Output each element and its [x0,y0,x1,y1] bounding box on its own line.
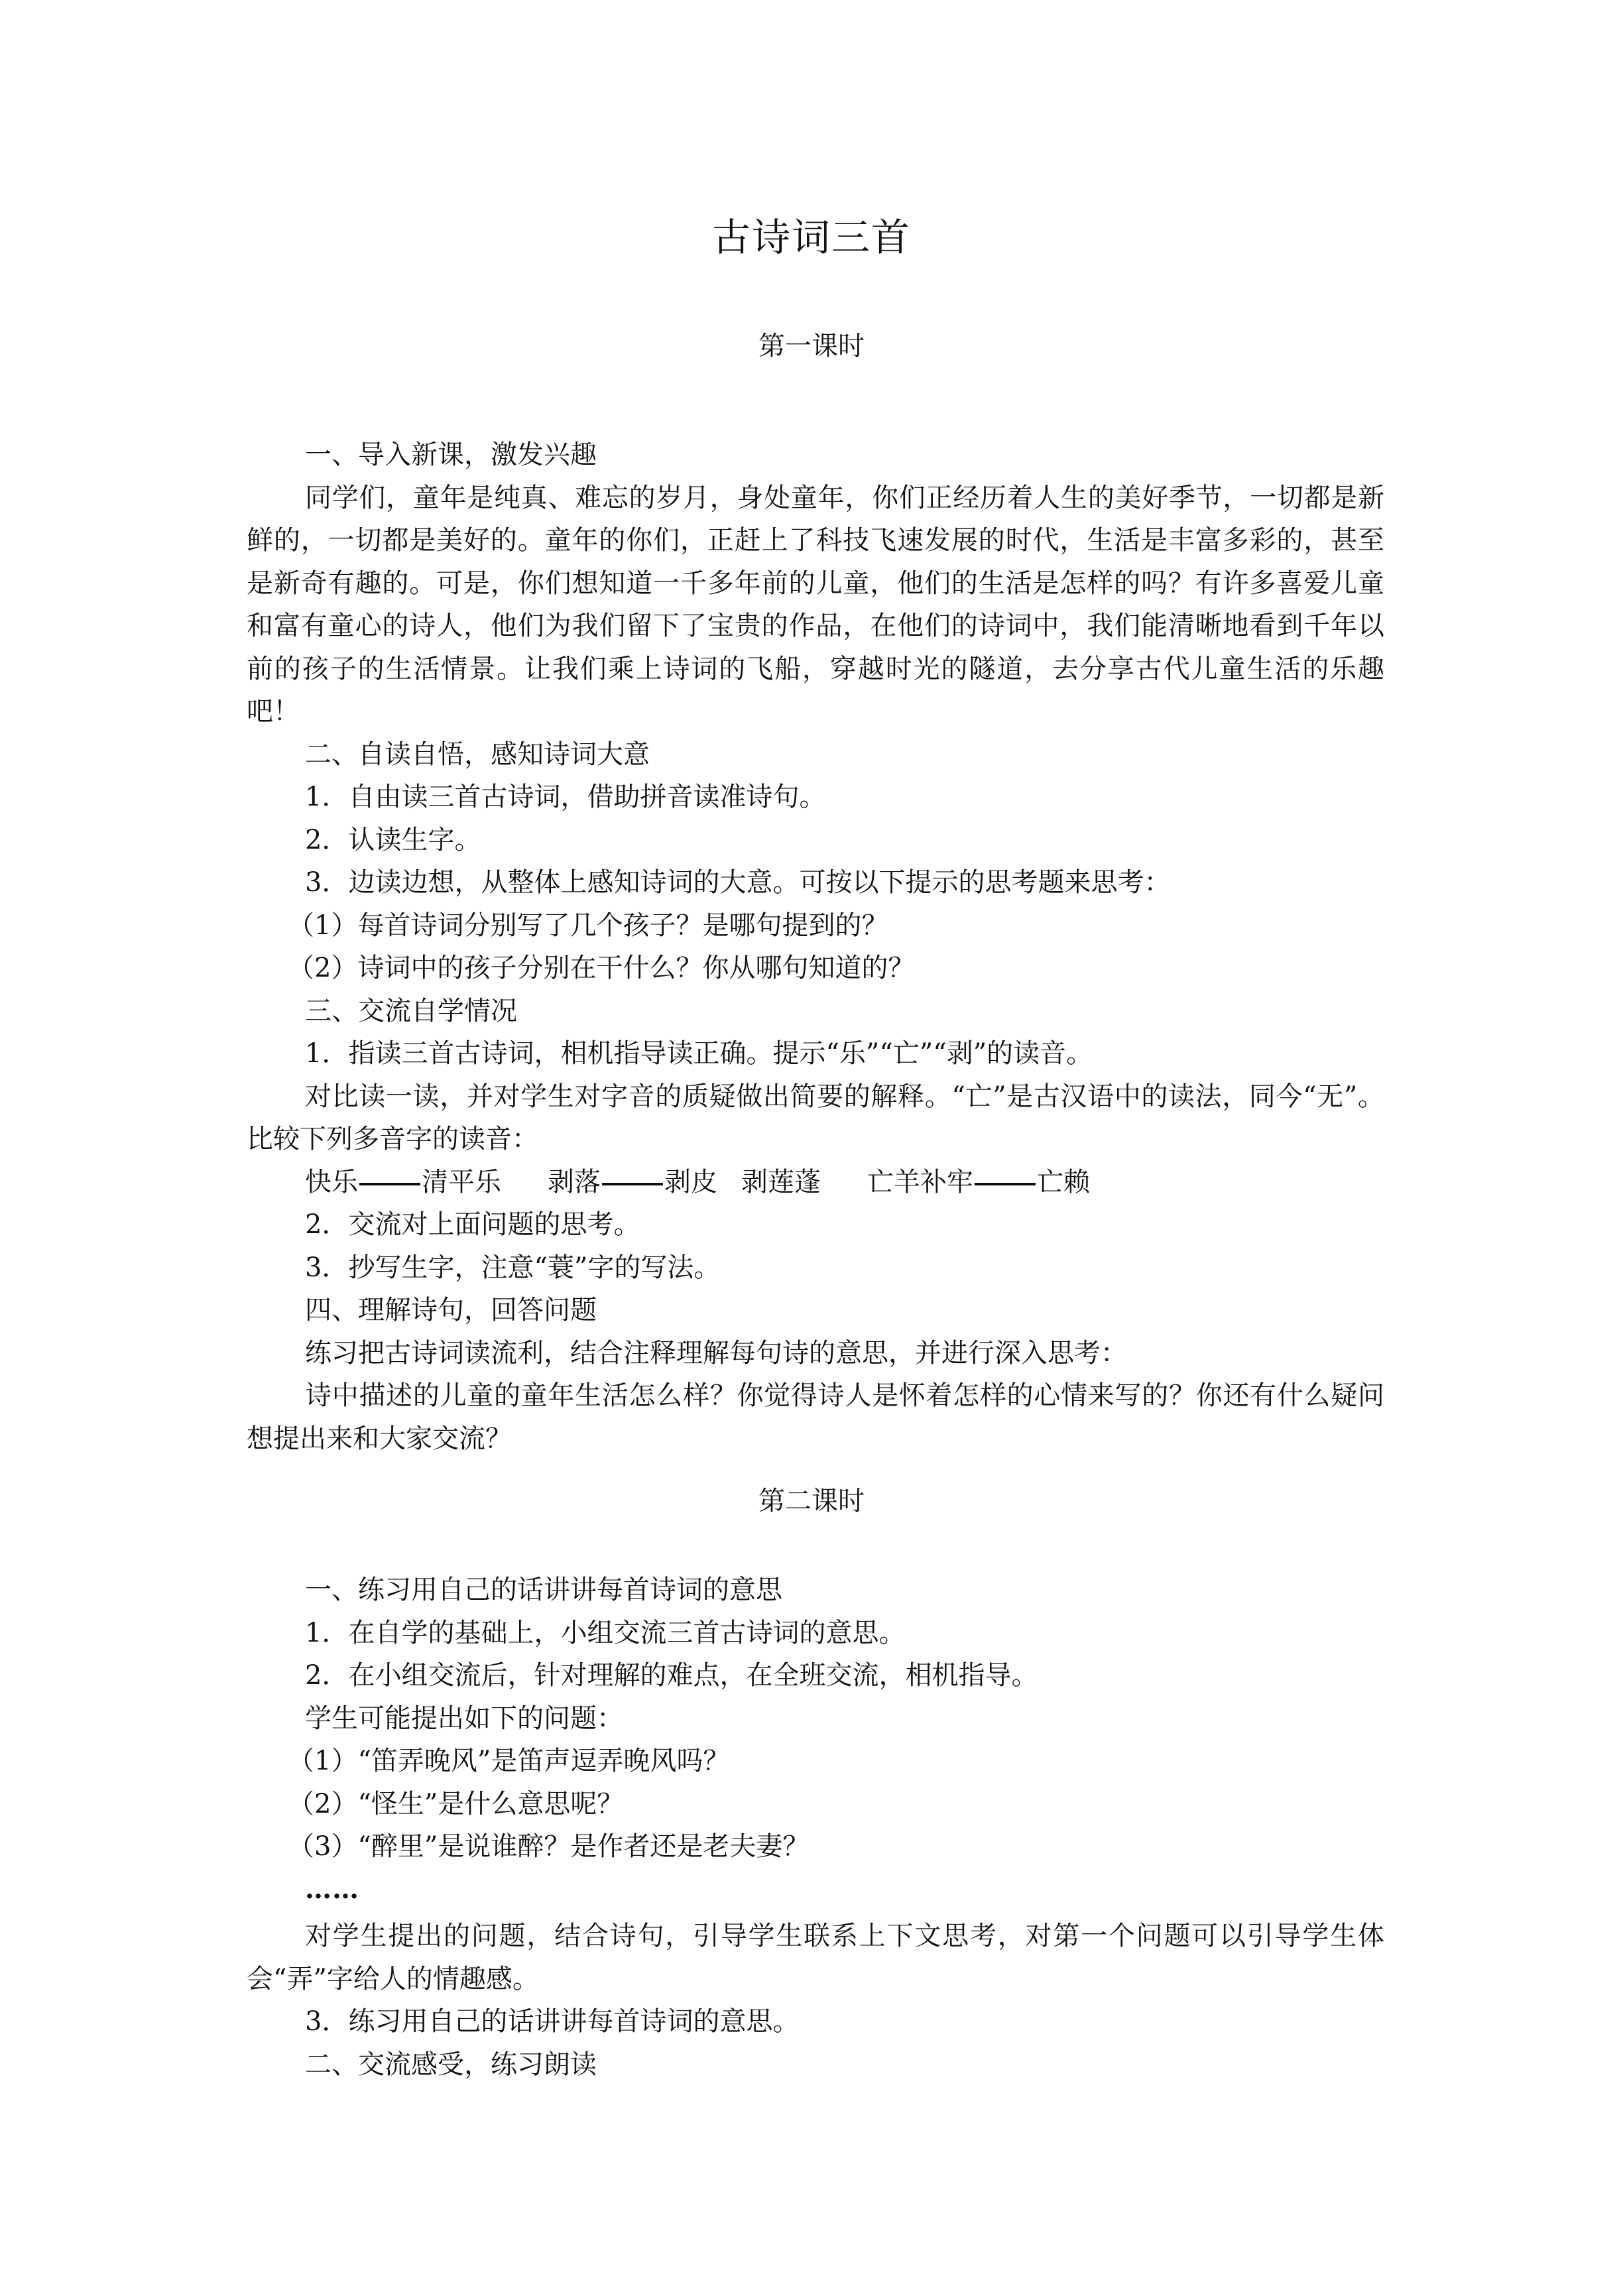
lesson-2-guidance-paragraph: 对学生提出的问题，结合诗句，引导学生联系上下文思考，对第一个问题可以引导学生体会“弄”字给人的情趣感。 [247,1921,1384,1994]
pronunciation-comparison-row [247,1161,1384,1204]
lesson-2-heading: 第二课时 [758,1486,865,1516]
pron-word-1b: 清平乐 [422,1166,501,1197]
lesson-1-intro-paragraph: 同学们，童年是纯真、难忘的岁月，身处童年，你们正经历着人生的美好季节，一切都是新鲜的，一切都是美好的。童年的你们，正赶上了科技飞速发展的时代，生活是丰富多彩的，甚至是新奇有趣的。可是，你们想知道一千多年前的儿童，他们的生活是怎样的吗？有许多喜爱儿童和富有童心的诗人，他们为我们留下了宝贵的作品，在他们的诗词中，我们能清晰地看到千年以前的孩子的生活情景。让我们乘上诗词的飞船，穿越时光的隧道，去分享古代儿童生活的乐趣吧！ [247,482,1384,727]
lesson-1-step-2: 2．认读生字。 [305,824,481,855]
pron-word-4b: 亡赖 [1037,1166,1090,1197]
lesson-2-section-2-heading: 二、交流感受，练习朗读 [305,2049,597,2080]
pron-word-2a: 剥落 [548,1166,601,1197]
lesson-1-section-3-step-1: 1．指读三首古诗词，相机指导读正确。提示“乐”“亡”“剥”的读音。 [305,1038,1093,1069]
lesson-2-ellipsis: …… [305,1873,359,1905]
lesson-2-step-1: 1．在自学的基础上，小组交流三首古诗词的意思。 [305,1617,906,1648]
pron-word-1a: 快乐 [305,1166,358,1197]
dash-divider [602,1183,663,1185]
lesson-1-section-3-step-2: 2．交流对上面问题的思考。 [305,1209,640,1240]
lesson-2-step-3: 3．练习用自己的话讲讲每首诗词的意思。 [305,2006,800,2037]
lesson-1-step-1: 1．自由读三首古诗词，借助拼音读准诗句。 [305,782,826,812]
lesson-1-section-1-heading: 一、导入新课，激发兴趣 [305,440,597,470]
lesson-1-pronunciation-paragraph: 对比读一读，并对学生对字音的质疑做出简要的解释。“亡”是古汉语中的读法，同今“无”。比较下列多音字的读音： [247,1081,1384,1154]
lesson-2-questions-intro: 学生可能提出如下的问题： [305,1703,623,1734]
lesson-2-section-1-heading: 一、练习用自己的话讲讲每首诗词的意思 [305,1575,782,1605]
lesson-1-step-3: 3．边读边想，从整体上感知诗词的大意。可按以下提示的思考题来思考： [305,867,1171,898]
lesson-1-section-3-step-3: 3．抄写生字，注意“蓑”字的写法。 [305,1252,721,1283]
lesson-1-section-3-heading: 三、交流自学情况 [305,995,517,1026]
lesson-1-question-1: （1）每首诗词分别写了几个孩子？是哪句提到的？ [288,910,888,941]
lesson-2-step-2: 2．在小组交流后，针对理解的难点，在全班交流，相机指导。 [305,1660,1038,1691]
pron-word-2b: 剥皮 [664,1166,717,1197]
lesson-2-question-2: （2）“怪生”是什么意思呢？ [288,1788,624,1819]
dash-divider [975,1183,1036,1185]
lesson-2-body [247,1569,1384,2086]
lesson-2-question-3: （3）“醉里”是说谁醉？是作者还是老夫妻？ [288,1831,810,1862]
lesson-1-heading: 第一课时 [758,331,865,361]
lesson-1-section-2-heading: 二、自读自悟，感知诗词大意 [305,739,650,770]
lesson-1-body [247,434,1384,1460]
pron-word-3: 剥莲蓬 [741,1166,821,1197]
dash-divider [359,1183,420,1185]
lesson-1-section-4-paragraph-2: 诗中描述的儿童的童年生活怎么样？你觉得诗人是怀着怎样的心情来写的？你还有什么疑问想提出来和大家交流？ [247,1380,1384,1454]
lesson-2-question-1: （1）“笛弄晚风”是笛声逗弄晚风吗？ [288,1746,730,1776]
pron-word-4a: 亡羊补牢 [867,1166,973,1197]
document-title: 古诗词三首 [711,215,911,260]
lesson-1-question-2: （2）诗词中的孩子分别在干什么？你从哪句知道的？ [288,953,915,983]
lesson-1-section-4-heading: 四、理解诗句，回答问题 [305,1295,597,1325]
lesson-1-section-4-paragraph-1: 练习把古诗词读流利，结合注释理解每句诗的意思，并进行深入思考： [305,1337,1127,1368]
